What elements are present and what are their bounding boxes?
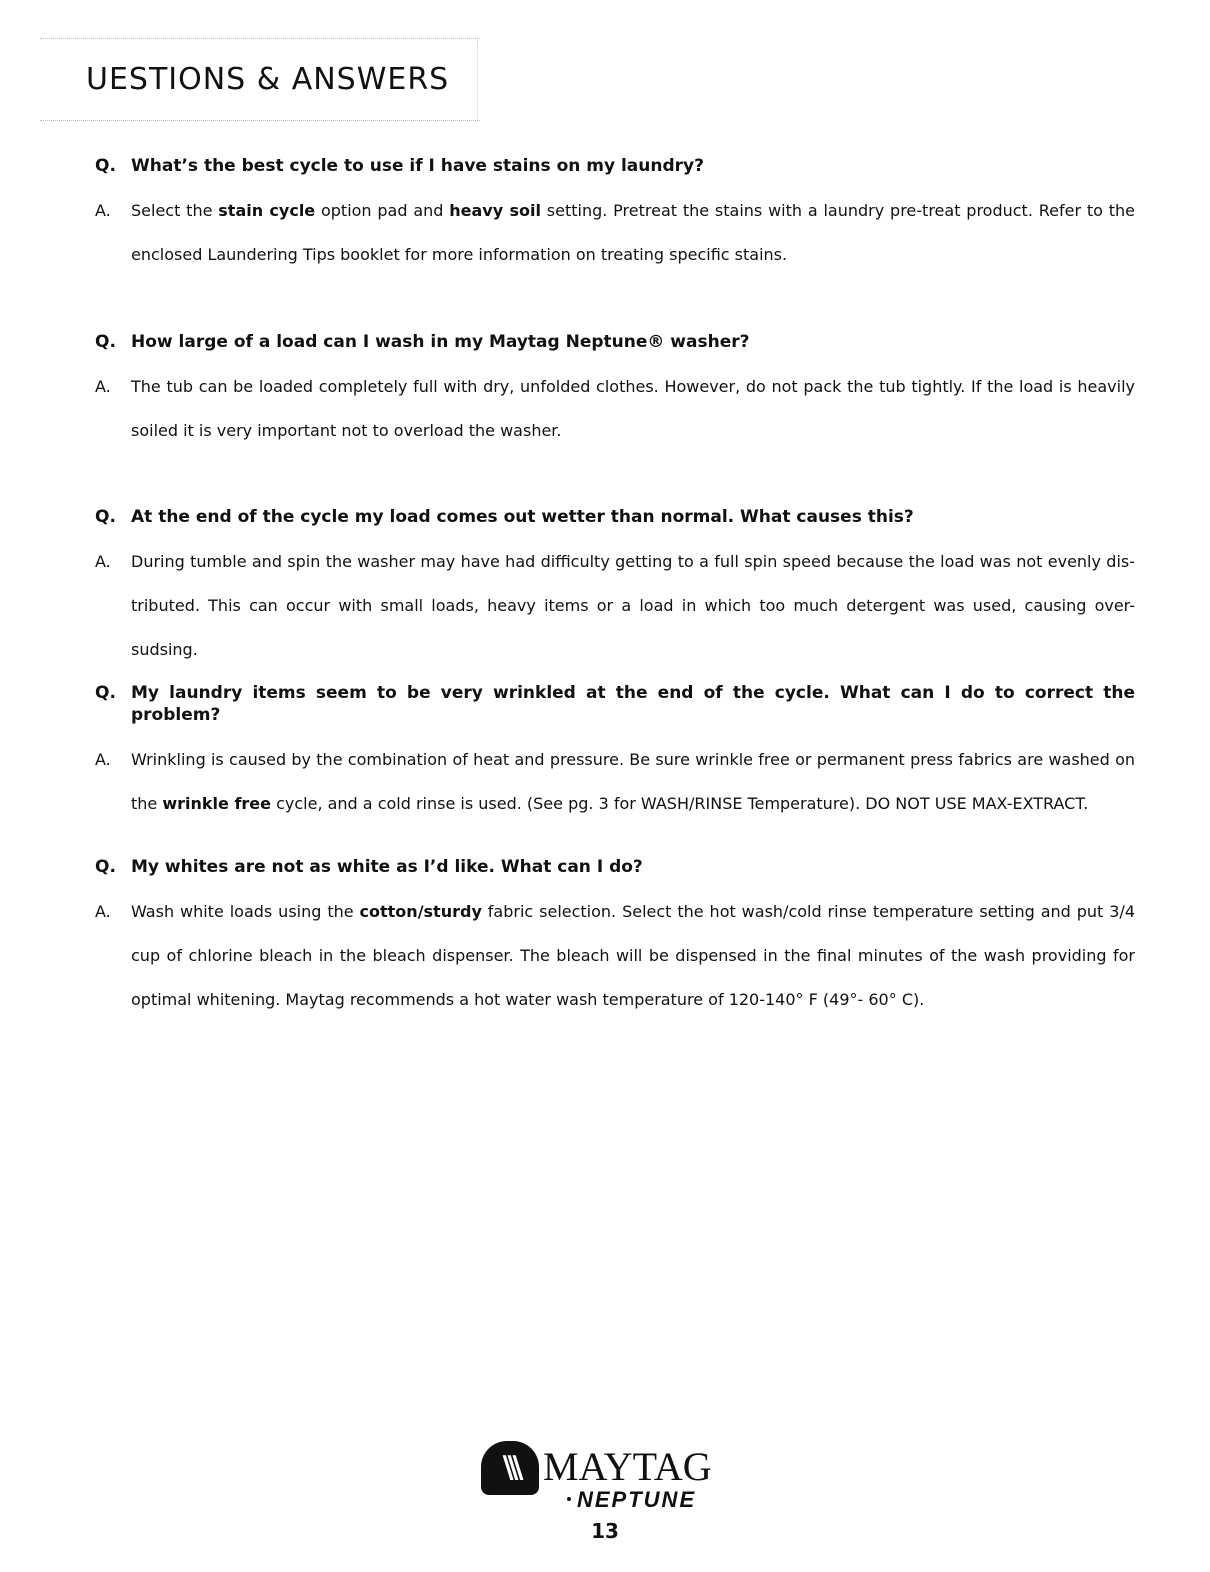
answer-text (131, 365, 1135, 453)
answer-segment: The tub can be loaded completely full with dry, unfolded clothes. However, do not pack the tub tightly. If the load is heavily soiled it is very important not to overload the washer. (131, 377, 1135, 440)
answer (95, 749, 1135, 826)
answer-segment: During tumble and spin the washer may have had difficulty getting to a full spin speed because the load was not evenly dis-tributed. This can occur with small loads, heavy items or a load in which too much detergent was used, causing over-sudsing. (131, 552, 1135, 659)
question-marker: Q. (95, 683, 116, 703)
question (95, 506, 1135, 528)
answer-highlight: wrinkle free (162, 794, 271, 813)
maytag-emblem-icon: \\\ (481, 1441, 539, 1495)
question-text: What’s the best cycle to use if I have stains on my laundry? (131, 156, 704, 176)
answer-highlight: stain cycle (218, 201, 316, 220)
logo-dot (567, 1497, 571, 1501)
question (95, 331, 1135, 353)
qa-item (95, 682, 1135, 826)
answer-marker: A. (95, 377, 111, 396)
question-text: My whites are not as white as I’d like. What can I do? (131, 857, 643, 877)
question-text: My laundry items seem to be very wrinkled at the end of the cycle. What can I do to correct the problem? (131, 683, 1135, 725)
answer-highlight: cotton/sturdy (359, 902, 482, 921)
answer-segment: setting. Pretreat the stains with a laundry pre-treat product. Refer to the enclosed Laundering Tips booklet for more information on treating specific stains. (131, 201, 1136, 264)
answer (95, 551, 1135, 672)
answer-text (131, 738, 1135, 826)
qa-item (95, 331, 1135, 453)
qa-item (95, 856, 1135, 1022)
answer-marker: A. (95, 552, 111, 571)
question (95, 682, 1135, 726)
answer (95, 901, 1135, 1022)
question-marker: Q. (95, 156, 116, 176)
question-text: How large of a load can I wash in my Maytag Neptune® washer? (131, 332, 750, 352)
answer-text (131, 540, 1135, 672)
answer-segment: Wash white loads using the (131, 902, 360, 921)
answer-segment: Select the (131, 201, 219, 220)
answer-segment: cycle, and a cold rinse is used. (See pg. 3 for WASH/RINSE Temperature). DO NOT USE MAX-EXTRACT. (271, 794, 1089, 813)
page-title: UESTIONS & ANSWERS (86, 62, 450, 97)
question (95, 856, 1135, 878)
logo-brand: MAYTAG (543, 1444, 712, 1489)
header-rule-top (40, 38, 480, 39)
header-rule-bottom (40, 120, 480, 121)
logo-product: NEPTUNE (577, 1487, 697, 1512)
header-rule-side (477, 40, 478, 120)
answer-segment: option pad and (315, 201, 450, 220)
qa-item (95, 506, 1135, 672)
qa-item (95, 155, 1135, 277)
question-marker: Q. (95, 857, 116, 877)
answer-text (131, 890, 1135, 1022)
answer-marker: A. (95, 902, 111, 921)
page-number: 13 (591, 1519, 619, 1543)
answer-segment: fabric selection. Select the hot wash/cold rinse temperature setting and put 3/4 cup of chlorine bleach in the bleach dispenser. The bleach will be dispensed in the final minutes of the wash providing for optimal whitening. Maytag recommends a hot water wash temperature of 120-140° F (49°- 60° C). (131, 902, 1136, 1009)
answer-highlight: heavy soil (449, 201, 541, 220)
question (95, 155, 1135, 177)
answer (95, 200, 1135, 277)
answer (95, 376, 1135, 453)
maytag-neptune-logo (481, 1441, 711, 1511)
answer-text (131, 189, 1135, 277)
question-marker: Q. (95, 507, 116, 527)
question-text: At the end of the cycle my load comes out wetter than normal. What causes this? (131, 507, 914, 527)
question-marker: Q. (95, 332, 116, 352)
answer-marker: A. (95, 750, 111, 769)
answer-marker: A. (95, 201, 111, 220)
answer-segment: Wrinkling is caused by the combination of heat and pressure. Be sure wrinkle free or permanent press fabrics are washed on the (131, 750, 1135, 813)
